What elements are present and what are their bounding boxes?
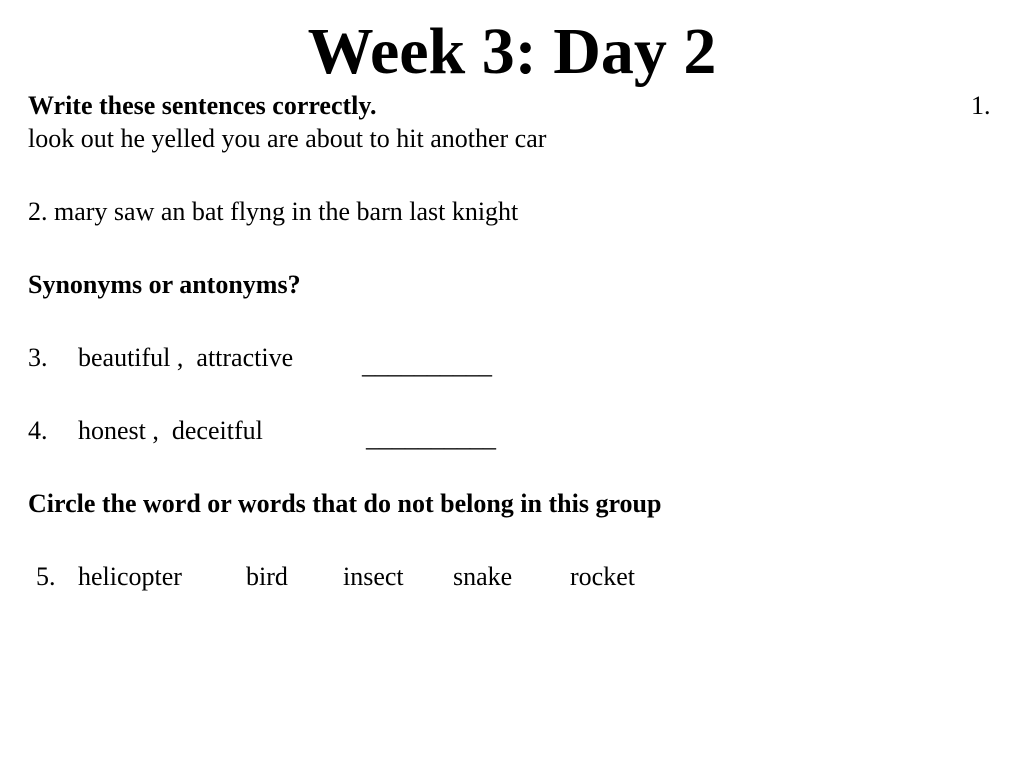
- item5-word: snake: [453, 562, 513, 591]
- section3-heading: Circle the word or words that do not belong in this group: [28, 489, 662, 518]
- item4-words: honest , deceitful: [78, 416, 263, 445]
- page-title: Week 3: Day 2: [307, 15, 717, 88]
- item4-number: 4.: [28, 416, 48, 445]
- item5-word: insect: [343, 562, 404, 591]
- item3-number: 3.: [28, 343, 48, 372]
- item2-sentence: 2. mary saw an bat flyng in the barn last knight: [28, 197, 519, 226]
- section1-heading: Write these sentences correctly.: [28, 91, 377, 120]
- item3-answer-blank: __________: [362, 350, 492, 379]
- item1-sentence: look out he yelled you are about to hit another car: [28, 124, 547, 153]
- item4-answer-blank: __________: [366, 423, 496, 452]
- section2-heading: Synonyms or antonyms?: [28, 270, 301, 299]
- item5-number: 5.: [36, 562, 56, 591]
- item5-word: helicopter: [78, 562, 182, 591]
- item3-words: beautiful , attractive: [78, 343, 294, 372]
- item5-word: rocket: [570, 562, 635, 591]
- item1-number: 1.: [971, 91, 991, 120]
- item5-word: bird: [246, 562, 288, 591]
